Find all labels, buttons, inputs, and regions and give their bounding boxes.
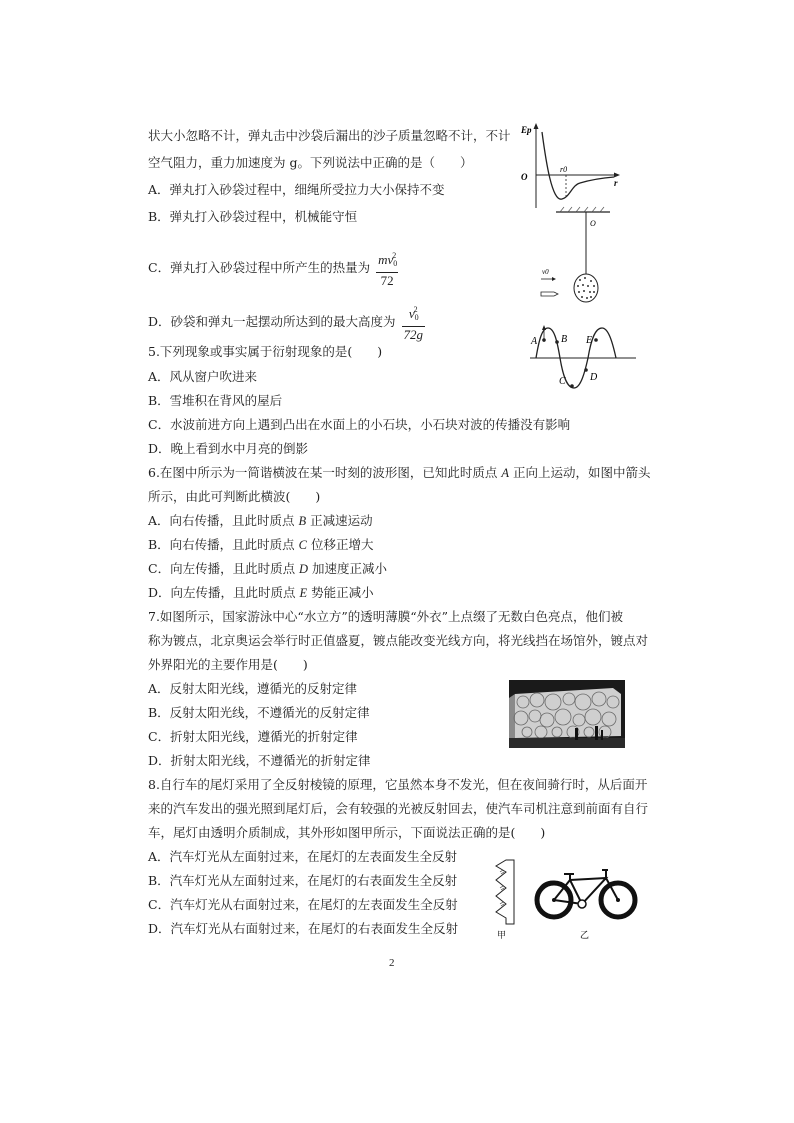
q6-c-pre: C．向左传播，且此时质点 <box>148 561 300 576</box>
point-c-label: C <box>559 376 566 387</box>
q4-stem-line1: 状大小忽略不计，弹丸击中沙袋后漏出的沙子质量忽略不计，不计 <box>148 128 511 143</box>
q5-option-a: A．风从窗户吹进来 <box>148 369 258 384</box>
q5-option-d: D．晚上看到水中月亮的倒影 <box>148 441 309 456</box>
q7-option-a: A．反射太阳光线，遵循光的反射定律 <box>148 681 358 696</box>
q4-option-d-text: D．砂袋和弹丸一起摆动所达到的最大高度为 <box>148 314 396 329</box>
q6-b-post: 位移正增大 <box>307 537 374 552</box>
ceiling-hatch <box>560 207 604 212</box>
q7-stem-line1: 7.如图所示，国家游泳中心“水立方”的透明薄膜“外衣”上点缀了无数白色亮点，他们被 <box>148 609 623 624</box>
q6-d-point: E <box>299 586 308 600</box>
q8-option-b: B．汽车灯光从左面射过来，在尾灯的右表面发生全反射 <box>148 873 458 888</box>
point-b-label: B <box>561 334 568 345</box>
q6-a-point: B <box>298 514 307 528</box>
sandbag <box>574 274 598 302</box>
label-jia: 甲 <box>497 931 507 941</box>
q6-c-point: D <box>299 562 309 576</box>
q8-option-d: D．汽车灯光从右面射过来，在尾灯的右表面发生全反射 <box>148 921 459 936</box>
point-e-dot <box>594 338 598 342</box>
q8-option-c: C．汽车灯光从右面射过来，在尾灯的左表面发生全反射 <box>148 897 458 912</box>
q6-option-c <box>148 561 387 577</box>
ep-y-label: Ep <box>521 125 532 135</box>
point-a-dot <box>542 338 546 342</box>
q4-c-denominator: 72 <box>380 273 394 288</box>
q8-stem-line3: 车，尾灯由透明介质制成，其外形如图甲所示，下面说法正确的是( ) <box>148 825 546 840</box>
ep-origin-label: O <box>521 172 528 182</box>
q4-option-c-text: C．弹丸打入砂袋过程中所产生的热量为 <box>148 260 371 275</box>
q4-option-c-fraction: $\frac{mv0^2}{72}$ <box>376 248 398 289</box>
ep-x-arrow <box>614 173 620 178</box>
tail-light-prism <box>496 860 514 924</box>
q6-a-pre: A．向右传播，且此时质点 <box>148 513 299 528</box>
q7-option-b: B．反射太阳光线，不遵循光的反射定律 <box>148 705 370 720</box>
q4-option-b: B．弹丸打入砂袋过程中，机械能守恒 <box>148 209 358 224</box>
potential-energy-graph <box>518 120 622 212</box>
v0-arrowhead <box>552 277 556 281</box>
q6-option-b <box>148 537 374 553</box>
q7-stem-line2: 称为镀点，北京奥运会举行时正值盛夏，镀点能改变光线方向，将光线挡在场馆外，镀点对 <box>148 633 649 648</box>
pivot-label: O <box>590 219 596 228</box>
point-d-dot <box>584 368 588 372</box>
q4-option-a: A．弹丸打入砂袋过程中，细绳所受拉力大小保持不变 <box>148 182 445 197</box>
ep-x-label: r <box>614 178 618 188</box>
q6-stem-text-2: 正向上运动，如图中箭头 <box>509 465 651 480</box>
point-b-dot <box>555 340 559 344</box>
point-a-label: A <box>531 336 538 347</box>
point-a-arrowhead <box>542 325 546 330</box>
label-yi: 乙 <box>580 931 590 941</box>
ep-r0-label: r0 <box>560 165 568 174</box>
q6-b-point: C <box>298 538 308 552</box>
chainring <box>578 900 586 908</box>
sandbag-pendulum-figure <box>530 206 620 310</box>
q7-option-d: D．折射太阳光线，不遵循光的折射定律 <box>148 753 371 768</box>
q4-c-numerator: mv <box>378 252 394 267</box>
q6-d-pre: D．向左传播，且此时质点 <box>148 585 300 600</box>
q5-option-b: B．雪堆积在背风的屋后 <box>148 393 283 408</box>
q4-option-d-fraction: $\frac{v0^2}{72g}$ <box>402 302 426 343</box>
q6-c-post: 加速度正减小 <box>308 561 388 576</box>
ground <box>509 738 625 748</box>
q5-stem: 5.下列现象或事实属于衍射现象的是( ) <box>148 344 383 359</box>
q6-a-post: 正减速运动 <box>306 513 373 528</box>
q8-stem-line1: 8.自行车的尾灯采用了全反射棱镜的原理，它虽然本身不发光，但在夜间骑行时，从后面开 <box>148 777 648 792</box>
q5-option-c: C．水波前进方向上遇到凸出在水面上的小石块，小石块对波的传播没有影响 <box>148 417 571 432</box>
q4-option-d <box>148 302 425 343</box>
point-c-dot <box>570 384 574 388</box>
v0-label: v0 <box>542 268 549 276</box>
q4-stem-line2: 空气阻力，重力加速度为 g。下列说法中正确的是（ ） <box>148 155 473 170</box>
point-d-label: D <box>590 372 598 383</box>
q7-option-c: C．折射太阳光线，遵循光的折射定律 <box>148 729 358 744</box>
q6-stem-line1 <box>148 465 651 481</box>
q4-option-c <box>148 248 398 289</box>
q8-stem-line2: 来的汽车发出的强光照到尾灯后，会有较强的光被反射回去，使汽车司机注意到前面有自行 <box>148 801 649 816</box>
bullet <box>541 292 558 296</box>
q8-option-a: A．汽车灯光从左面射过来，在尾灯的左表面发生全反射 <box>148 849 458 864</box>
tail-light-figure <box>484 858 518 942</box>
q6-point-a: A <box>501 466 510 480</box>
q6-b-pre: B．向右传播，且此时质点 <box>148 537 299 552</box>
q4-d-numerator: v <box>408 306 415 321</box>
ep-y-arrow <box>534 123 539 129</box>
q6-option-a <box>148 513 373 529</box>
q6-stem-line2: 所示，由此可判断此横波( ) <box>148 489 321 504</box>
q6-d-post: 势能正减小 <box>307 585 374 600</box>
q4-d-denominator: 72g <box>403 327 424 342</box>
ep-curve <box>542 132 614 199</box>
page-number: 2 <box>389 957 395 969</box>
q6-stem-text-1: 6.在图中所示为一简谐横波在某一时刻的波形图，已知此时质点 <box>148 465 502 480</box>
q6-option-d <box>148 585 374 601</box>
wave-figure <box>528 318 640 396</box>
q7-stem-line3: 外界阳光的主要作用是( ) <box>148 657 308 672</box>
point-e-label: E <box>586 335 593 346</box>
bicycle-figure <box>532 858 642 942</box>
water-cube-photo <box>509 680 625 748</box>
